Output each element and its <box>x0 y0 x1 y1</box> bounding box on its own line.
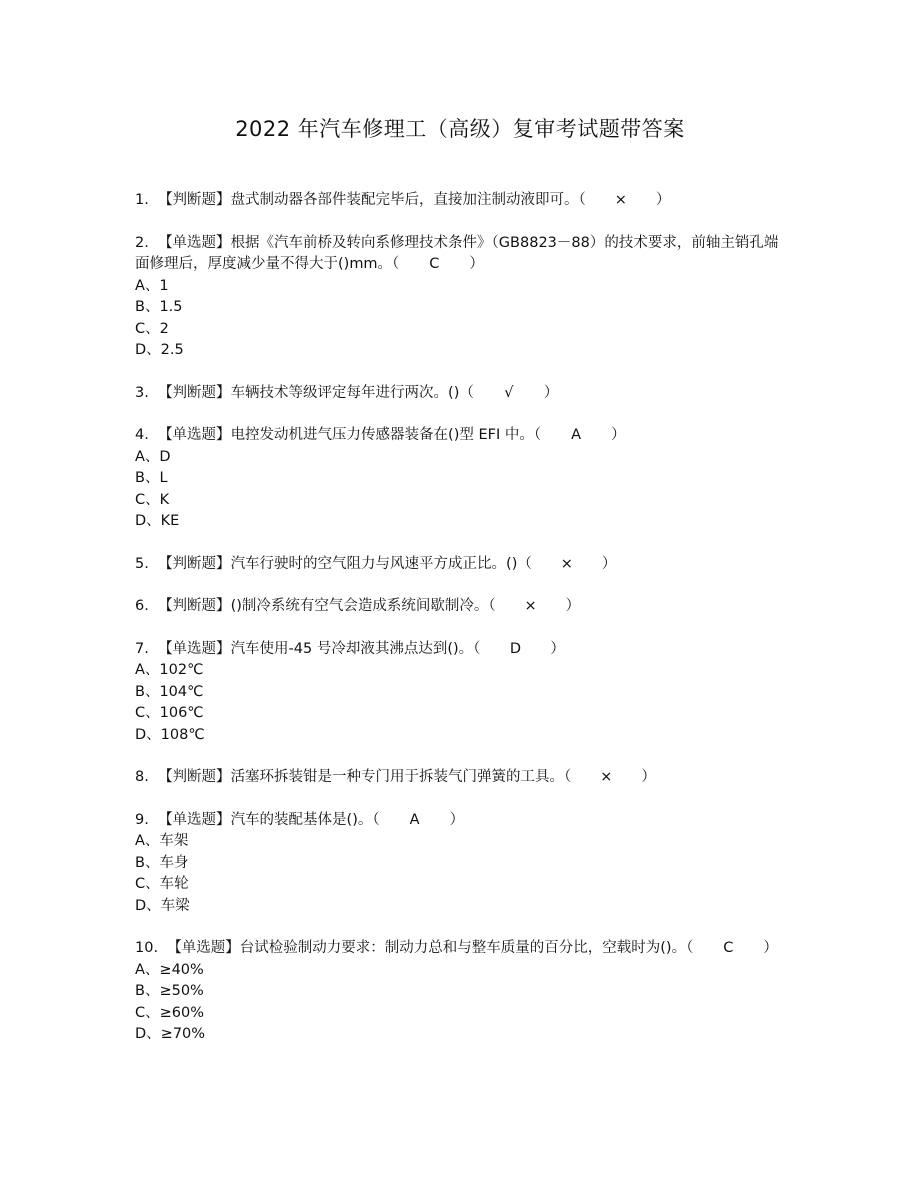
question-text: 电控发动机进气压力传感器装备在()型 EFI 中。（ <box>230 427 542 443</box>
question-item <box>135 938 785 1046</box>
question-answer: √ <box>504 384 514 401</box>
question-close: ） <box>655 192 671 208</box>
question-item <box>135 596 785 618</box>
option-b: B、1.5 <box>135 299 183 315</box>
question-number: 4. <box>135 427 149 443</box>
question-stem <box>135 810 785 832</box>
question-stem <box>135 596 785 618</box>
question-close: ） <box>565 598 581 614</box>
question-stem <box>135 767 785 789</box>
question-answer: × <box>560 555 573 572</box>
option-d: D、2.5 <box>135 342 184 358</box>
question-text: 活塞环拆装钳是一种专门用于拆装气门弹簧的工具。（ <box>230 769 572 785</box>
question-item <box>135 554 785 576</box>
question-type: 【单选题】 <box>167 940 240 956</box>
question-text: ()制冷系统有空气会造成系统间歇制冷。（ <box>230 598 496 614</box>
option-a: A、≥40% <box>135 961 204 978</box>
question-stem <box>135 190 785 212</box>
question-list <box>135 190 785 1067</box>
question-number: 7. <box>135 640 149 657</box>
question-type: 【单选题】 <box>158 811 231 828</box>
question-text: 汽车行驶时的空气阻力与风速平方成正比。()（ <box>230 555 532 572</box>
question-text: 台试检验制动力要求：制动力总和与整车质量的百分比，空载时为()。（ <box>239 940 694 956</box>
question-close: ） <box>601 555 617 572</box>
question-close: ） <box>449 811 465 828</box>
option-c: C、车轮 <box>135 876 189 892</box>
question-type: 【判断题】 <box>158 384 231 401</box>
option-a: A、D <box>135 448 171 465</box>
question-close: ） <box>641 769 656 785</box>
question-answer: C <box>429 256 440 272</box>
question-text: 汽车的装配基体是()。（ <box>230 811 380 828</box>
question-type: 【单选题】 <box>158 234 231 251</box>
question-number: 1. <box>135 192 149 208</box>
question-stem <box>135 425 785 447</box>
question-stem <box>135 639 785 661</box>
question-number: 6. <box>135 598 149 614</box>
question-stem <box>135 383 785 405</box>
question-stem <box>135 938 785 960</box>
question-answer: A <box>571 427 582 443</box>
question-item <box>135 233 785 362</box>
option-c: C、2 <box>135 320 169 337</box>
question-number: 9. <box>135 811 149 828</box>
document-title: 2022 年汽车修理工（高级）复审考试题带答案 <box>235 117 685 141</box>
question-type: 【单选题】 <box>158 427 231 443</box>
option-b: B、104℃ <box>135 683 204 700</box>
option-a: A、1 <box>135 277 169 294</box>
option-b: B、车身 <box>135 854 189 871</box>
question-type: 【判断题】 <box>158 598 231 614</box>
question-close: ） <box>763 940 778 956</box>
option-c: C、106℃ <box>135 705 204 721</box>
question-type: 【判断题】 <box>158 192 231 208</box>
option-b: B、≥50% <box>135 983 204 999</box>
question-text: 汽车使用-45 号冷却液其沸点达到()。（ <box>230 640 481 657</box>
question-answer: × <box>600 769 613 785</box>
question-answer: D <box>509 640 521 657</box>
option-d: D、≥70% <box>135 1026 206 1042</box>
question-close: ） <box>550 640 565 657</box>
option-d: D、KE <box>135 513 180 529</box>
question-answer: C <box>723 940 734 956</box>
question-close: ） <box>543 384 559 401</box>
question-close: ） <box>611 427 626 443</box>
question-answer: × <box>614 192 627 208</box>
question-stem <box>135 233 785 276</box>
question-stem <box>135 554 785 576</box>
question-item <box>135 810 785 918</box>
question-number: 10. <box>135 940 159 956</box>
question-item <box>135 639 785 747</box>
question-number: 3. <box>135 384 149 401</box>
option-a: A、车架 <box>135 833 189 849</box>
question-number: 2. <box>135 234 149 251</box>
question-item <box>135 767 785 789</box>
option-b: B、L <box>135 470 168 486</box>
question-type: 【单选题】 <box>158 640 231 657</box>
option-d: D、车梁 <box>135 897 190 914</box>
option-c: C、K <box>135 491 170 508</box>
question-number: 8. <box>135 769 149 785</box>
question-number: 5. <box>135 555 149 572</box>
option-c: C、≥60% <box>135 1004 205 1021</box>
question-answer: A <box>409 811 420 828</box>
question-text: 根据《汽车前桥及转向系修理技术条件》（GB8823－88）的技术要求，前轴主销孔端面修理后，厚度减少量不得大于()mm。（ <box>135 234 779 272</box>
question-text: 车辆技术等级评定每年进行两次。()（ <box>230 384 474 401</box>
question-answer: × <box>524 598 537 614</box>
question-item <box>135 383 785 405</box>
question-text: 盘式制动器各部件装配完毕后，直接加注制动液即可。（ <box>230 192 586 208</box>
question-item <box>135 425 785 533</box>
question-type: 【判断题】 <box>158 769 231 785</box>
option-d: D、108℃ <box>135 726 205 743</box>
question-type: 【判断题】 <box>158 555 231 572</box>
question-item <box>135 190 785 212</box>
question-close: ） <box>469 256 484 272</box>
option-a: A、102℃ <box>135 662 204 678</box>
